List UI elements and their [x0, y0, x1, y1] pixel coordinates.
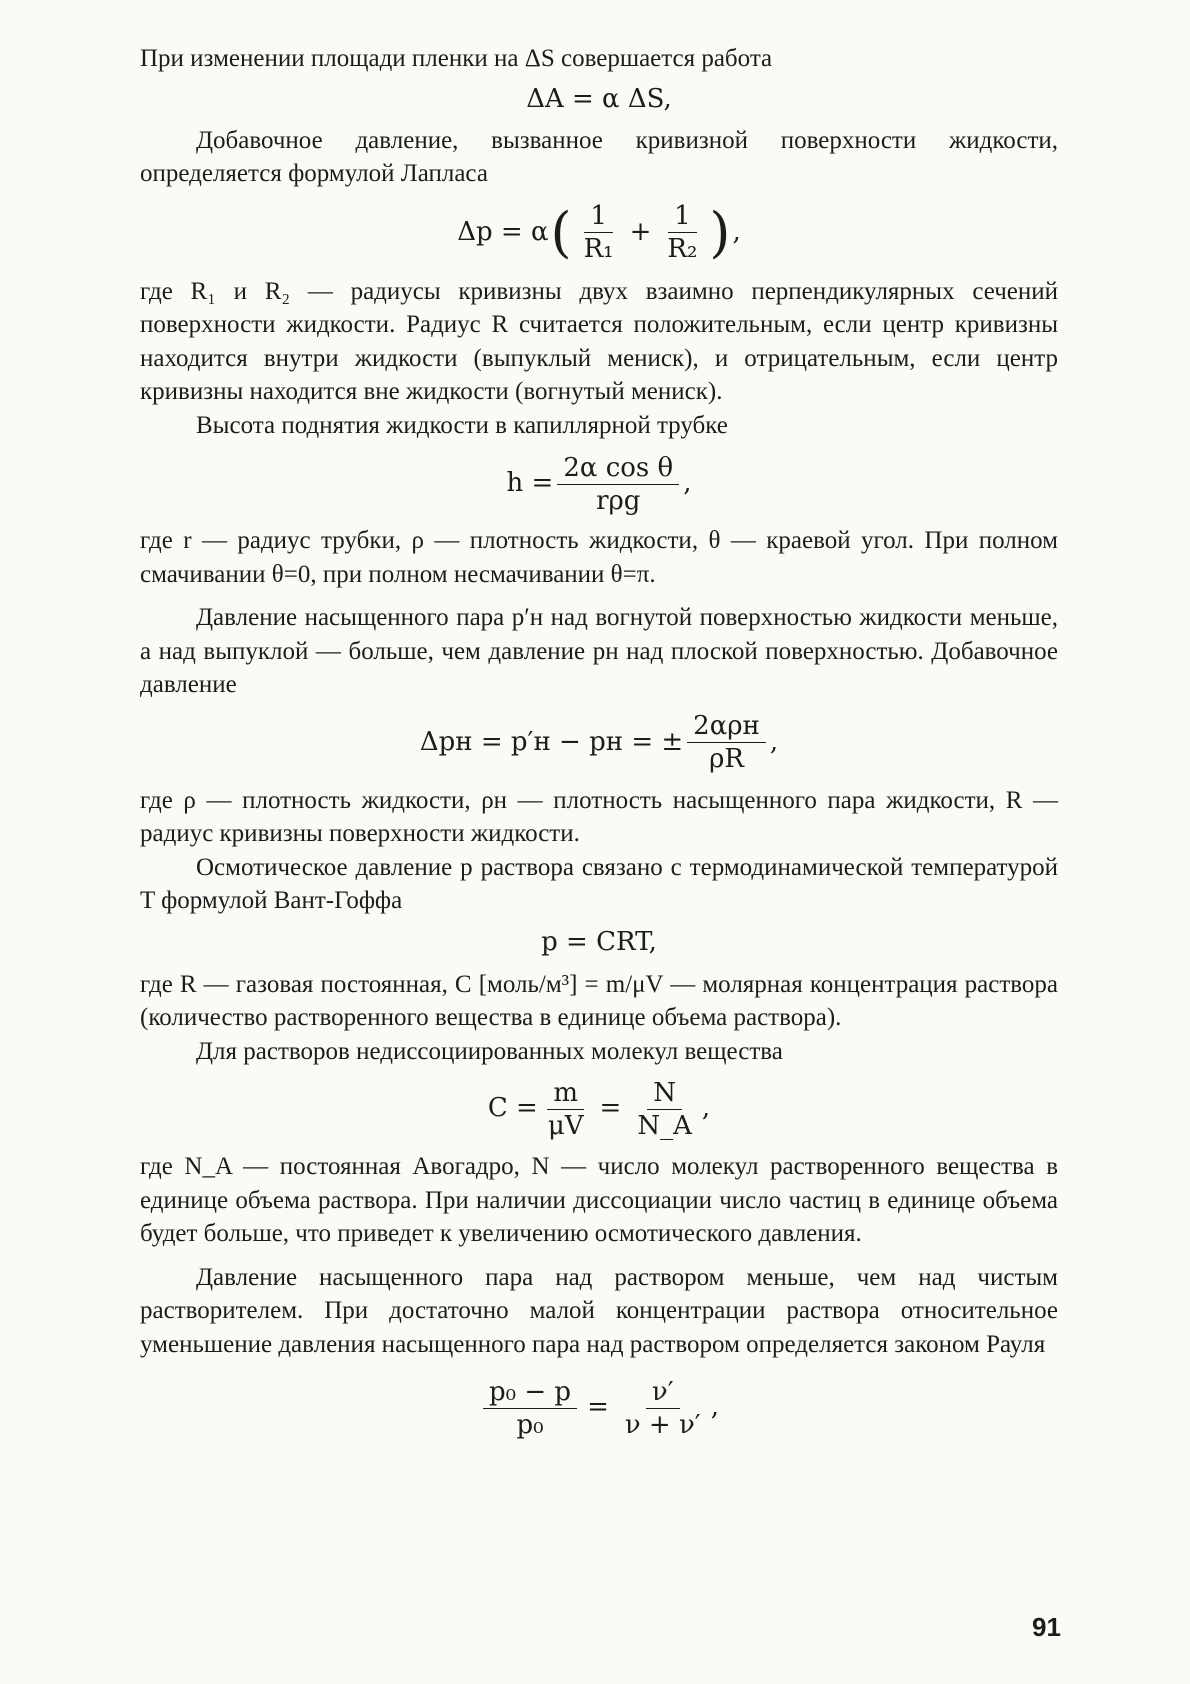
- laplace-den-2: R₂: [667, 234, 698, 264]
- raoult-num-1: p₀ − p: [483, 1376, 577, 1409]
- capillary-frac: [557, 452, 679, 517]
- paragraph-solutions: Для растворов недиссоциированных молекул вещества: [196, 1037, 783, 1065]
- vapor-frac: [687, 710, 766, 775]
- paragraph-osmotic: Осмотическое давление p раствора связано с термодинамической температурой T формулой Вант-Гоффа: [140, 853, 1058, 914]
- capillary-lhs: h =: [506, 468, 554, 499]
- paragraph-laplace: Добавочное давление, вызванное кривизной поверхности жидкости, определяется формулой Лапласа: [140, 126, 1058, 187]
- page-body: [140, 42, 1058, 1451]
- formula-work: [140, 80, 1058, 120]
- raoult-num-2: ν′: [646, 1376, 680, 1409]
- raoult-den-2: ν + ν′: [624, 1409, 701, 1440]
- formula-vapor: [140, 706, 1058, 780]
- paragraph-radii: где R₁ и R₂ — радиусы кривизны двух взаимно перпендикулярных сечений поверхности жидкости. Радиус R считается положительным, если центр кривизны находится внутри жидкости (выпуклый мениск), и отрицательным, если центр кривизны находится вне жидкости (вогнутый мениск).: [140, 277, 1058, 405]
- concentration-den-2: N_A: [637, 1110, 692, 1141]
- raoult-frac-1: [483, 1376, 577, 1441]
- vapor-num: 2αρн: [687, 710, 766, 743]
- formula-work-text: ΔA = α ΔS,: [526, 83, 672, 114]
- vapor-den: ρR: [709, 744, 744, 774]
- laplace-den-1: R₁: [583, 234, 614, 264]
- capillary-tail: ,: [683, 468, 692, 499]
- paragraph-avogadro: где N_A — постоянная Авогадро, N — число молекул растворенного вещества в единице объема раствора. При наличии диссоциации число частиц в единице объема будет больше, что приведет к увеличению осмотического давления.: [140, 1153, 1058, 1247]
- concentration-num-1: m: [547, 1077, 584, 1110]
- raoult-eq: =: [587, 1392, 609, 1423]
- laplace-lhs: Δp = α: [457, 216, 549, 247]
- capillary-den: rρg: [596, 485, 641, 516]
- page-number: 91: [1032, 1612, 1061, 1642]
- paragraph-density: где ρ — плотность жидкости, ρн — плотность насыщенного пара жидкости, R — радиус кривизны поверхности жидкости.: [140, 786, 1058, 847]
- raoult-frac-2: [619, 1376, 707, 1441]
- vapor-tail: ,: [769, 726, 779, 757]
- raoult-tail: ,: [710, 1392, 719, 1423]
- concentration-frac-2: [631, 1077, 698, 1142]
- capillary-num: 2α cos θ: [557, 452, 679, 485]
- raoult-den-1: p₀: [516, 1409, 544, 1440]
- laplace-frac-2: [661, 200, 703, 265]
- laplace-num-2: 1: [668, 200, 697, 233]
- close-paren: ): [709, 200, 731, 264]
- concentration-frac-1: [542, 1077, 590, 1142]
- laplace-num-1: 1: [584, 200, 613, 233]
- concentration-tail: ,: [701, 1093, 711, 1124]
- formula-concentration: [140, 1072, 1058, 1146]
- laplace-tail: ,: [732, 216, 741, 247]
- concentration-num-2: N: [647, 1077, 682, 1110]
- paragraph-vapor: Давление насыщенного пара p′н над вогнутой поверхностью жидкости меньше, а над выпуклой — больше, чем давление pн над плоской поверхностью. Добавочное давление: [140, 604, 1058, 698]
- open-paren: (: [550, 200, 572, 264]
- laplace-plus: +: [629, 216, 652, 247]
- formula-vant-hoff: [140, 922, 1058, 964]
- concentration-den-1: μV: [547, 1110, 584, 1141]
- formula-capillary: [140, 448, 1058, 520]
- paragraph-raoult: Давление насыщенного пара над раствором меньше, чем над чистым растворителем. При достаточно малой концентрации раствора относительное уменьшение давления насыщенного пара над раствором определяется законом Рауля: [140, 1263, 1058, 1358]
- paragraph-gas-constant: где R — газовая постоянная, C [моль/м³] = m/μV — молярная концентрация раствора (количество растворенного вещества в единице объема раствора).: [140, 970, 1058, 1031]
- concentration-eq: =: [599, 1093, 622, 1124]
- vapor-lhs: Δpн = p′н − pн = ±: [419, 726, 684, 757]
- vant-hoff-text: p = CRT,: [541, 926, 657, 957]
- laplace-frac-1: [578, 200, 620, 265]
- formula-raoult: [140, 1369, 1058, 1447]
- formula-laplace: [140, 195, 1058, 271]
- paragraph-tube: где r — радиус трубки, ρ — плотность жидкости, θ — краевой угол. При полном смачивании θ=0, при полном несмачивании θ=π.: [140, 527, 1058, 588]
- concentration-lhs: C =: [487, 1093, 538, 1124]
- paragraph-capillary: Высота поднятия жидкости в капиллярной трубке: [196, 411, 728, 439]
- paragraph-work: При изменении площади пленки на ΔS совершается работа: [140, 45, 773, 72]
